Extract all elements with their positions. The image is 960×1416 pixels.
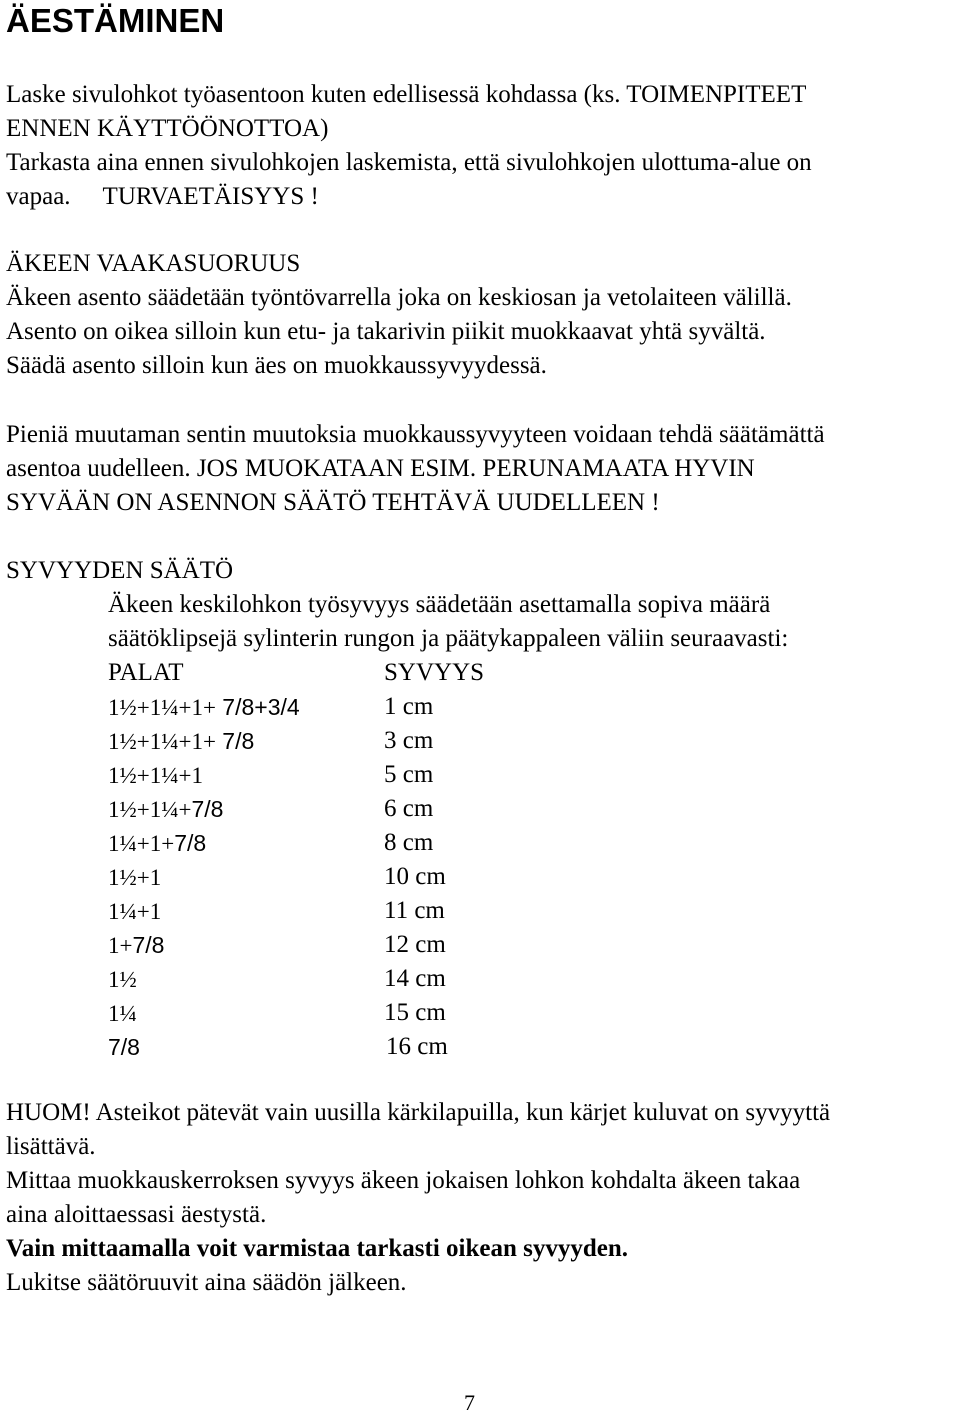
note-line-3: SYVÄÄN ON ASENNON SÄÄTÖ TEHTÄVÄ UUDELLEEN ! <box>6 489 660 516</box>
pieces-fraction-part: 1½+1¼+1 <box>108 763 203 788</box>
table-row-pieces <box>108 896 161 927</box>
pieces-fraction-part: 1¼+1+ <box>108 831 175 856</box>
table-row-pieces <box>108 692 300 723</box>
pieces-fraction-part: 1¼+1 <box>108 899 162 924</box>
column-header-pieces: PALAT <box>108 659 184 686</box>
footer-line-6: Lukitse säätöruuvit aina säädön jälkeen. <box>6 1269 407 1296</box>
level-line-3: Säädä asento silloin kun äes on muokkaussyvyydessä. <box>6 352 547 379</box>
pieces-decimal-part: 7/8 <box>215 728 255 754</box>
table-row-depth: 16 cm <box>386 1033 448 1060</box>
table-row-depth: 10 cm <box>384 863 446 890</box>
table-row-depth: 11 cm <box>384 897 445 924</box>
table-row-depth: 14 cm <box>384 965 446 992</box>
intro-line-3: Tarkasta aina ennen sivulohkojen laskemista, että sivulohkojen ulottuma-alue on <box>6 149 812 176</box>
table-row-depth: 15 cm <box>384 999 446 1026</box>
table-row-pieces <box>108 760 203 791</box>
footer-line-4: aina aloittaessasi äestystä. <box>6 1201 267 1228</box>
intro-vapaa: vapaa. <box>6 183 71 210</box>
depth-heading: SYVYYDEN SÄÄTÖ <box>6 557 234 584</box>
table-row-depth: 3 cm <box>384 727 434 754</box>
column-header-depth: SYVYYS <box>384 659 485 686</box>
table-row-depth: 8 cm <box>384 829 434 856</box>
table-row-pieces <box>108 930 164 961</box>
level-line-2: Asento on oikea silloin kun etu- ja takarivin piikit muokkaavat yhtä syvältä. <box>6 318 766 345</box>
depth-line-1: Äkeen keskilohkon työsyvyys säädetään asettamalla sopiva määrä <box>108 591 771 618</box>
page-title: ÄESTÄMINEN <box>6 2 225 39</box>
table-row-depth: 6 cm <box>384 795 434 822</box>
table-row-pieces <box>108 794 223 825</box>
table-row-depth: 5 cm <box>384 761 434 788</box>
table-row-depth: 12 cm <box>384 931 446 958</box>
intro-line-1: Laske sivulohkot työasentoon kuten edellisessä kohdassa (ks. TOIMENPITEET <box>6 81 807 108</box>
pieces-fraction-part: 1½+1¼+1+ <box>108 695 216 720</box>
table-row-pieces <box>108 998 137 1029</box>
pieces-fraction-part: 1½+1¼+1+ <box>108 729 216 754</box>
page-number: 7 <box>464 1390 475 1415</box>
table-row-pieces <box>108 726 254 757</box>
footer-line-2: lisättävä. <box>6 1133 96 1160</box>
safety-distance-warning: TURVAETÄISYYS ! <box>102 183 319 210</box>
pieces-fraction-part: 1½+1 <box>108 865 162 890</box>
table-row-pieces <box>108 828 206 859</box>
footer-line-5-bold: Vain mittaamalla voit varmistaa tarkasti oikean syvyyden. <box>6 1235 628 1262</box>
depth-line-2: säätöklipsejä sylinterin rungon ja päätykappaleen väliin seuraavasti: <box>108 625 789 652</box>
table-row-pieces <box>108 1032 140 1063</box>
table-row-depth: 1 cm <box>384 693 434 720</box>
table-row-pieces <box>108 964 137 995</box>
pieces-fraction-part: 1½+1¼+ <box>108 797 192 822</box>
level-heading: ÄKEEN VAAKASUORUUS <box>6 250 301 277</box>
intro-line-4 <box>6 182 319 212</box>
note-line-1: Pieniä muutaman sentin muutoksia muokkaussyvyyteen voidaan tehdä säätämättä <box>6 421 825 448</box>
pieces-fraction-part: 1+ <box>108 933 133 958</box>
pieces-decimal-part: 7/8 <box>132 932 165 958</box>
footer-line-1: HUOM! Asteikot pätevät vain uusilla kärkilapuilla, kun kärjet kuluvat on syvyyttä <box>6 1099 831 1126</box>
intro-line-2: ENNEN KÄYTTÖÖNOTTOA) <box>6 115 329 142</box>
note-line-2: asentoa uudelleen. JOS MUOKATAAN ESIM. PERUNAMAATA HYVIN <box>6 455 755 482</box>
level-line-1: Äkeen asento säädetään työntövarrella joka on keskiosan ja vetolaiteen välillä. <box>6 284 792 311</box>
pieces-decimal-part: 7/8 <box>108 1034 140 1060</box>
pieces-decimal-part: 7/8 <box>174 830 207 856</box>
pieces-fraction-part: 1¼ <box>108 1001 137 1026</box>
pieces-decimal-part: 7/8+3/4 <box>215 694 300 720</box>
table-row-pieces <box>108 862 161 893</box>
pieces-fraction-part: 1½ <box>108 967 137 992</box>
footer-line-3: Mittaa muokkauskerroksen syvyys äkeen jokaisen lohkon kohdalta äkeen takaa <box>6 1167 801 1194</box>
pieces-decimal-part: 7/8 <box>191 796 224 822</box>
